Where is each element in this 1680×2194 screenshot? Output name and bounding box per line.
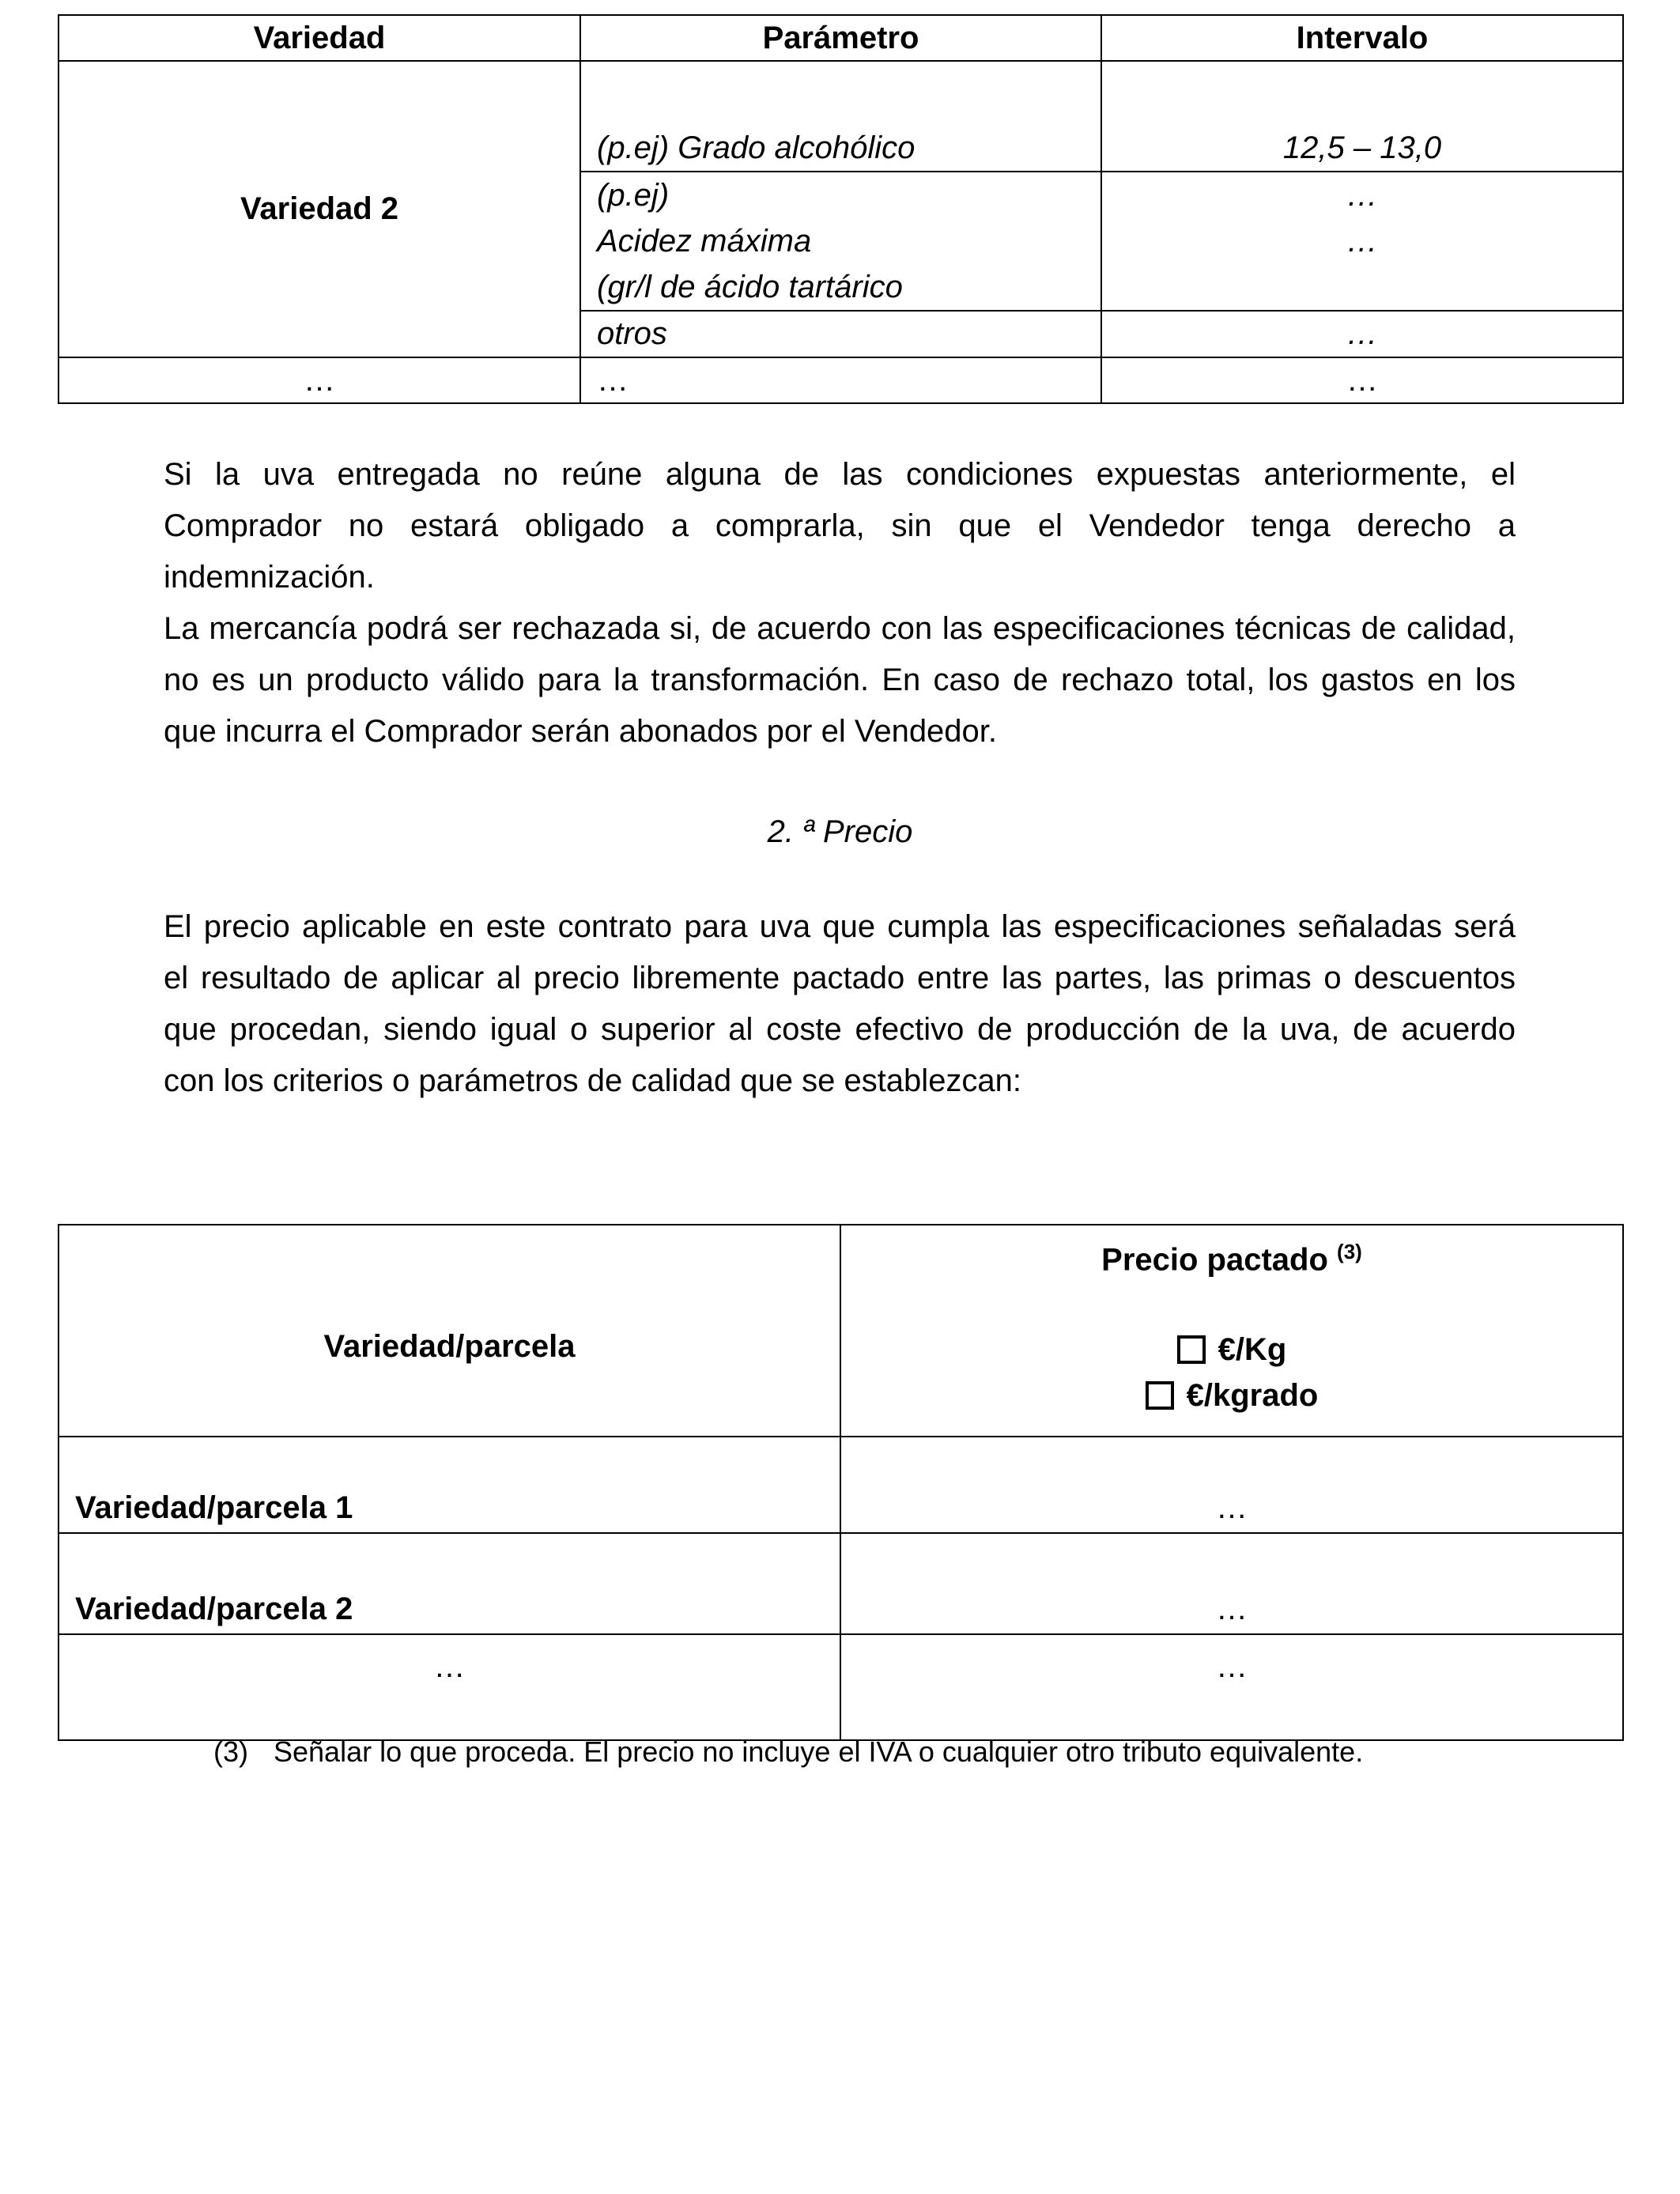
- parameters-table: [58, 14, 1624, 404]
- column-header-parametro: Parámetro: [580, 15, 1101, 61]
- paragraph-line: Si la uva entregada no reúne alguna de las condiciones expuestas anteriormente, el: [164, 457, 1516, 492]
- price-cell: …: [840, 1533, 1623, 1634]
- interval-cell: [1101, 61, 1623, 172]
- price-table: [58, 1224, 1624, 1741]
- interval-cell: [1101, 172, 1623, 311]
- table-header-row: [59, 1225, 1623, 1437]
- paragraph-line: el resultado de aplicar al precio libremente pactado entre las partes, las primas o descuentos: [164, 961, 1516, 995]
- table-row: [59, 1533, 1623, 1634]
- option-eur-kgrado[interactable]: [841, 1373, 1622, 1418]
- paragraph-line: La mercancía podrá ser rechazada si, de acuerdo con las especificaciones técnicas de calidad,: [164, 611, 1516, 646]
- precio-pactado-title: Precio pactado: [1101, 1242, 1328, 1278]
- variety-cell: Variedad 2: [59, 61, 580, 357]
- param-line: (gr/l de ácido tartárico: [597, 270, 903, 304]
- option-eur-kg[interactable]: [841, 1327, 1622, 1373]
- column-header-variedad-parcela: Variedad/parcela: [59, 1225, 840, 1437]
- ellipsis-cell: …: [59, 357, 580, 403]
- interval-cell: …: [1101, 311, 1623, 357]
- option-label: €/kgrado: [1186, 1378, 1319, 1414]
- column-header-variedad: Variedad: [59, 15, 580, 61]
- footnote: [213, 1735, 1363, 1769]
- table-row: [59, 357, 1623, 403]
- checkbox-icon[interactable]: [1177, 1335, 1206, 1364]
- table-row: [59, 1634, 1623, 1740]
- footnote-text: Señalar lo que proceda. El precio no incluye el IVA o cualquier otro tributo equivalente.: [274, 1735, 1364, 1768]
- param-line: (p.ej) Grado alcohólico: [597, 130, 916, 165]
- param-line: (p.ej): [597, 178, 670, 213]
- option-label: €/Kg: [1218, 1332, 1287, 1368]
- interval-line: …: [1346, 178, 1378, 213]
- column-header-precio-pactado: [840, 1225, 1623, 1437]
- param-cell: [580, 61, 1101, 172]
- ellipsis-cell: …: [580, 357, 1101, 403]
- paragraph-line: no es un producto válido para la transformación. En caso de rechazo total, los gastos en los: [164, 663, 1516, 697]
- paragraph-line: indemnización.: [164, 560, 375, 595]
- table-header-row: [59, 15, 1623, 61]
- footnote-reference: (3): [1337, 1240, 1362, 1263]
- price-paragraph: [164, 901, 1516, 1107]
- table-row: [59, 61, 1623, 172]
- checkbox-icon[interactable]: [1146, 1381, 1174, 1410]
- row-label: Variedad/parcela 1: [59, 1437, 840, 1533]
- paragraph-line: con los criterios o parámetros de calidad que se establezcan:: [164, 1063, 1022, 1098]
- interval-line: …: [1346, 224, 1378, 259]
- table-row: [59, 1437, 1623, 1533]
- param-cell: otros: [580, 311, 1101, 357]
- param-cell: [580, 172, 1101, 311]
- ellipsis-cell: …: [1101, 357, 1623, 403]
- param-line: Acidez máxima: [597, 224, 812, 259]
- footnote-number: (3): [213, 1735, 248, 1768]
- interval-line: 12,5 – 13,0: [1282, 130, 1442, 165]
- row-label: Variedad/parcela 2: [59, 1533, 840, 1634]
- paragraph-line: Comprador no estará obligado a comprarla, sin que el Vendedor tenga derecho a: [164, 508, 1516, 543]
- ellipsis-cell: …: [59, 1634, 840, 1740]
- column-header-intervalo: Intervalo: [1101, 15, 1623, 61]
- paragraph-line: que procedan, siendo igual o superior al coste efectivo de producción de la uva, de acuerdo: [164, 1012, 1516, 1047]
- paragraph-line: que incurra el Comprador serán abonados por el Vendedor.: [164, 714, 998, 749]
- conditions-paragraph: [164, 449, 1516, 757]
- price-cell: …: [840, 1437, 1623, 1533]
- ellipsis-cell: …: [840, 1634, 1623, 1740]
- section-heading: 2. ª Precio: [767, 814, 913, 849]
- paragraph-line: El precio aplicable en este contrato para uva que cumpla las especificaciones señaladas será: [164, 909, 1516, 944]
